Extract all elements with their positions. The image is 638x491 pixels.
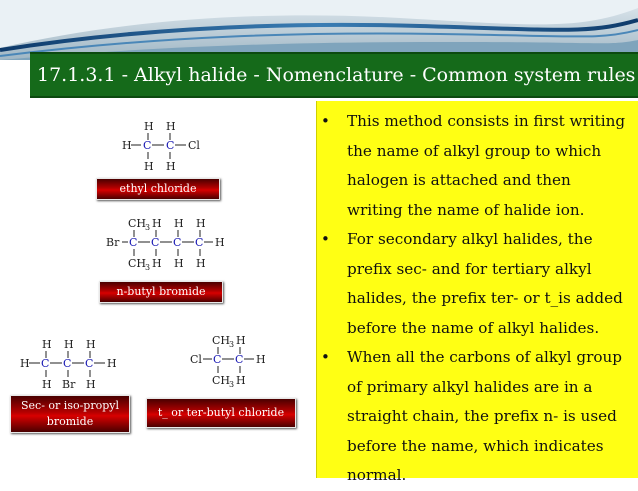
subscript-3: 3	[229, 340, 235, 349]
iso-propyl-bromide-label	[10, 395, 130, 433]
atom-h: H	[174, 257, 184, 270]
atom-c: C	[195, 236, 204, 249]
atom-c: C	[151, 236, 160, 249]
atom-h: H	[196, 257, 206, 270]
subscript-3: 3	[145, 223, 151, 232]
atom-c: C	[129, 236, 138, 249]
atom-h: H	[144, 160, 154, 173]
atom-h: H	[152, 217, 162, 230]
atom-cl: Cl	[190, 353, 202, 366]
atom-c: C	[63, 357, 72, 370]
atom-ch: CH	[212, 334, 231, 347]
atom-h: H	[42, 378, 52, 391]
atom-h: H	[166, 120, 176, 133]
n-butyl-bromide-structure	[100, 215, 300, 275]
atom-br: Br	[106, 236, 120, 249]
subscript-3: 3	[145, 263, 151, 272]
atom-ch: CH	[212, 374, 231, 387]
bullet-item	[321, 107, 630, 225]
iso-propyl-label-line-2: bromide	[46, 415, 94, 428]
bullet-item	[321, 225, 630, 343]
atom-h: H	[64, 338, 74, 351]
atom-c: C	[85, 357, 94, 370]
n-butyl-bromide-label: n-butyl bromide	[99, 281, 223, 303]
atom-h: H	[215, 236, 225, 249]
atom-ch: CH	[128, 257, 147, 270]
bullet-text: When all the carbons of alkyl group of primary alkyl halides are in a straight chain, the prefix n- is used before the name, which indicates normal.	[347, 348, 622, 484]
atom-h: H	[196, 217, 206, 230]
bullet-text: This method consists in first writing the name of alkyl group to which halogen is attached and then writing the name of halide ion.	[347, 112, 626, 219]
bullet-dot-icon: •	[321, 112, 330, 130]
iso-propyl-bromide-structure	[20, 336, 160, 396]
t-butyl-chloride-structure	[190, 332, 310, 392]
iso-propyl-label-line-1: Sec- or iso-propyl	[21, 399, 119, 412]
atom-h: H	[107, 357, 117, 370]
atom-h: H	[236, 374, 246, 387]
atom-c: C	[213, 353, 222, 366]
subscript-3: 3	[229, 380, 235, 389]
atom-c: C	[166, 139, 175, 152]
bullet-text: For secondary alkyl halides, the prefix sec- and for tertiary alkyl halides, the prefix ter- or t_is added before the name of alkyl halides.	[347, 230, 623, 337]
t-butyl-chloride-label: t_ or ter-butyl chloride	[146, 398, 296, 428]
atom-h: H	[256, 353, 266, 366]
content-panel	[316, 101, 638, 484]
atom-h: H	[122, 139, 132, 152]
atom-h: H	[86, 338, 96, 351]
atom-h: H	[42, 338, 52, 351]
bullet-item	[321, 343, 630, 491]
atom-c: C	[41, 357, 50, 370]
atom-c: C	[143, 139, 152, 152]
atom-h: H	[236, 334, 246, 347]
ethyl-chloride-structure	[110, 118, 310, 178]
atom-h: H	[20, 357, 30, 370]
ethyl-chloride-label: ethyl chloride	[96, 178, 220, 200]
atom-h: H	[166, 160, 176, 173]
header-banner	[0, 0, 638, 60]
atom-h: H	[174, 217, 184, 230]
atom-cl: Cl	[188, 139, 200, 152]
slide-title: 17.1.3.1 - Alkyl halide - Nomenclature - Common system rules	[30, 52, 638, 98]
bullet-dot-icon: •	[321, 348, 330, 366]
atom-c: C	[173, 236, 182, 249]
atom-ch: CH	[128, 217, 147, 230]
atom-h: H	[144, 120, 154, 133]
bullet-dot-icon: •	[321, 230, 330, 248]
atom-h: H	[152, 257, 162, 270]
atom-br: Br	[62, 378, 76, 391]
atom-h: H	[86, 378, 96, 391]
atom-c: C	[235, 353, 244, 366]
